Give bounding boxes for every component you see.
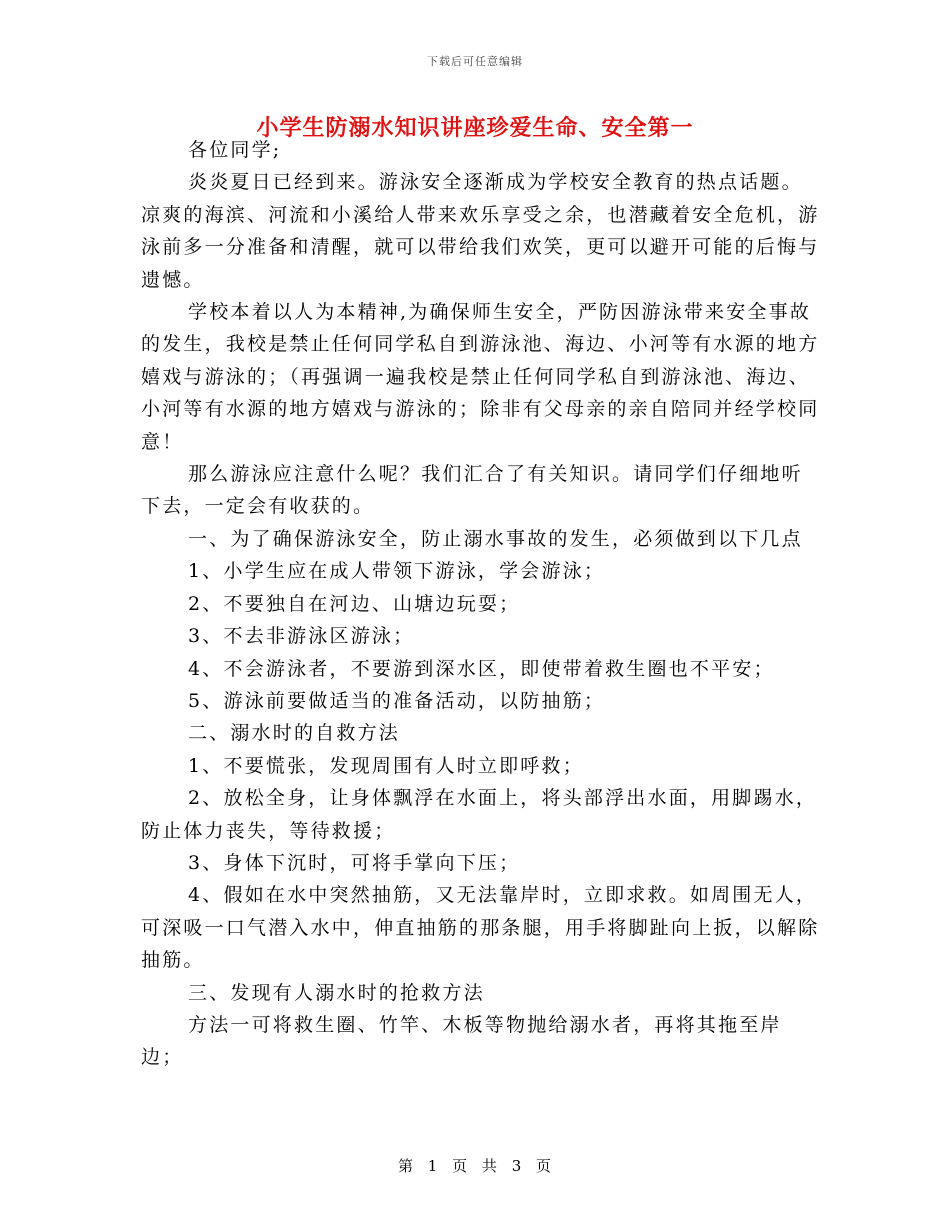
page-header-note: 下载后可任意编辑: [427, 55, 523, 68]
list-item: 2、不要独自在河边、山塘边玩耍；: [188, 592, 521, 615]
page-footer: [0, 1155, 950, 1176]
intro-paragraph: 炎炎夏日已经到来。游泳安全逐渐成为学校安全教育的热点话题。凉爽的海滨、河流和小溪给人带来欢乐享受之余，也潜藏着安全危机，游泳前多一分准备和清醒，就可以带给我们欢笑，更可以避开可能的后悔与遗憾。: [141, 171, 820, 291]
list-item: 4、不会游泳者，不要游到深水区，即使带着救生圈也不平安；: [188, 657, 775, 680]
document-body: [141, 134, 821, 1074]
footer-total-unit: 页: [536, 1157, 553, 1175]
section-three-heading: 三、发现有人溺水时的抢救方法: [188, 981, 485, 1004]
section-one-heading: 一、为了确保游泳安全，防止溺水事故的发生，必须做到以下几点: [188, 527, 803, 550]
greeting-paragraph: 各位同学;: [188, 139, 282, 161]
footer-page-current: 1: [427, 1157, 439, 1175]
list-item: 5、游泳前要做适当的准备活动，以防抽筋；: [188, 689, 606, 712]
list-item: 4、假如在水中突然抽筋，又无法靠岸时，立即求救。如周围无人，可深吸一口气潜入水中，伸直抽筋的那条腿，用手将脚趾向上扳，以解除抽筋。: [141, 884, 820, 972]
list-item: 2、放松全身，让身体飘浮在水面上，将头部浮出水面，用脚踢水，防止体力丧失，等待救援；: [141, 787, 818, 842]
footer-page-total: 3: [511, 1157, 523, 1175]
footer-page-unit: 页: [452, 1157, 469, 1175]
school-policy-paragraph: 学校本着以人为本精神,为确保师生安全，严防因游泳带来安全事故的发生，我校是禁止任何同学私自到游泳池、海边、小河等有水源的地方嬉戏与游泳的；（再强调一遍我校是禁止任何同学私自到游泳池、海边、小河等有水源的地方嬉戏与游泳的；除非有父母亲的亲自陪同并经学校同意！: [141, 301, 820, 453]
footer-total-word: 共: [481, 1157, 498, 1175]
section-two-heading: 二、溺水时的自救方法: [188, 722, 401, 745]
list-item: 3、不去非游泳区游泳；: [188, 625, 415, 648]
list-item: 1、不要慌张，发现周围有人时立即呼救；: [188, 754, 584, 777]
list-item: 1、小学生应在成人带领下游泳，学会游泳；: [188, 560, 606, 583]
list-item: 3、身体下沉时，可将手掌向下压；: [188, 851, 521, 874]
document-title: 小学生防溺水知识讲座珍爱生命、安全第一: [256, 115, 694, 141]
method-one-paragraph: 方法一可将救生圈、竹竿、木板等物抛给溺水者，再将其拖至岸边；: [141, 1013, 782, 1069]
footer-page-word: 第: [397, 1157, 414, 1175]
transition-paragraph: 那么游泳应注意什么呢？我们汇合了有关知识。请同学们仔细地听下去，一定会有收获的。: [141, 463, 803, 518]
